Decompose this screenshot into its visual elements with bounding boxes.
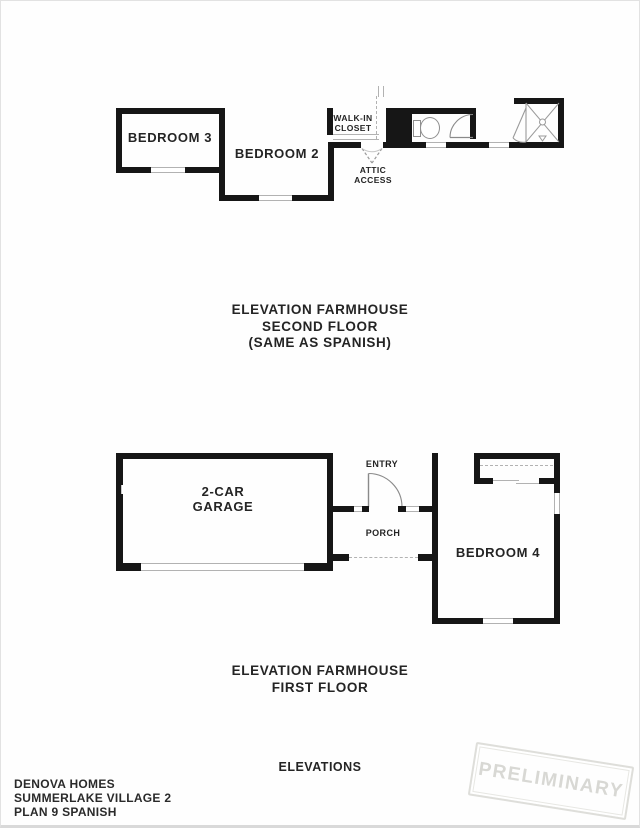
garage-door-opening — [141, 563, 304, 571]
plan-name: PLAN 9 SPANISH — [14, 805, 117, 819]
walk-in-closet-label-line2: CLOSET — [334, 122, 372, 133]
attic-access-label-line1: ATTIC — [359, 165, 387, 175]
wall — [116, 108, 122, 173]
bedroom3-label: BEDROOM 3 — [127, 130, 213, 145]
entry-door-swing-icon — [367, 472, 403, 509]
wall — [474, 478, 493, 484]
first-floor-caption-line2: FIRST FLOOR — [271, 679, 369, 695]
wall — [116, 453, 123, 571]
shower-icon — [505, 100, 565, 148]
porch-label: PORCH — [365, 528, 401, 538]
preliminary-stamp — [468, 742, 634, 820]
walk-in-closet-label — [333, 114, 372, 133]
garage-label-line2: GARAGE — [192, 499, 254, 514]
wall — [328, 142, 361, 148]
window-opening — [259, 195, 292, 201]
window-opening — [554, 493, 560, 514]
preliminary-stamp-label: PRELIMINARY — [476, 758, 626, 803]
second-floor-caption-line2: SECOND FLOOR — [262, 318, 378, 334]
entry-label: ENTRY — [365, 459, 399, 469]
elevations-title: ELEVATIONS — [278, 760, 362, 774]
wall — [116, 453, 333, 459]
porch-edge-dashed-line — [349, 557, 418, 558]
wall — [331, 506, 354, 512]
wall — [474, 453, 560, 459]
garage-label — [193, 485, 254, 513]
wall-notch — [121, 485, 126, 494]
wall — [328, 148, 334, 201]
closet-shelf-line — [333, 134, 379, 140]
second-floor-caption — [1, 302, 639, 352]
window-opening — [483, 618, 513, 624]
first-floor-caption — [1, 663, 639, 696]
first-floor-caption-line1: ELEVATION FARMHOUSE — [231, 663, 409, 678]
builder-info — [14, 777, 171, 819]
attic-access-icon — [359, 147, 385, 166]
window-opening — [151, 167, 185, 173]
wall-opening — [354, 506, 362, 512]
wall — [418, 554, 438, 561]
community-name: SUMMERLAKE VILLAGE 2 — [14, 791, 172, 805]
wall-opening — [406, 506, 419, 512]
bedroom2-label: BEDROOM 2 — [234, 146, 320, 161]
wall — [554, 453, 560, 624]
wall — [446, 142, 489, 148]
wall — [327, 108, 333, 135]
second-floor-caption-line1: ELEVATION FARMHOUSE — [231, 302, 409, 317]
window-opening — [426, 142, 446, 148]
attic-access-label-line2: ACCESS — [354, 174, 392, 185]
garage-label-line1: 2-CAR — [201, 484, 245, 499]
closet-shelf-dashed-line — [480, 465, 558, 466]
bathroom-door-swing-icon — [449, 112, 474, 139]
wall — [329, 554, 349, 561]
wall — [116, 108, 224, 114]
wall — [432, 453, 438, 624]
bedroom4-label: BEDROOM 4 — [455, 545, 541, 560]
builder-name: DENOVA HOMES — [14, 777, 115, 791]
toilet-bowl-icon — [420, 117, 440, 139]
wall — [398, 506, 406, 512]
closet-dashed-line — [376, 96, 377, 139]
wall — [362, 506, 369, 512]
sliding-door-line — [516, 483, 539, 484]
wall — [219, 108, 225, 201]
wall-stub — [378, 86, 384, 97]
walk-in-closet-label-line1: WALK-IN — [333, 113, 373, 123]
sliding-door-line — [493, 480, 519, 481]
wall — [116, 563, 141, 571]
second-floor-caption-line3: (SAME AS SPANISH) — [248, 335, 392, 350]
attic-access-label — [354, 166, 392, 185]
